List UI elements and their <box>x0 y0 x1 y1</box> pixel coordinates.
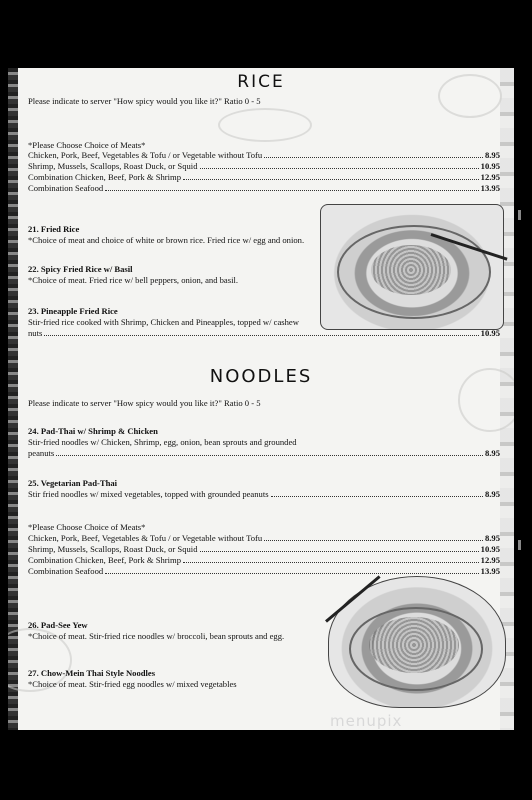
noodles-meat-row: Combination Seafood 13.95 <box>28 566 500 576</box>
noodles-meats-header: *Please Choose Choice of Meats* <box>28 522 146 532</box>
item-title: 25. Vegetarian Pad-Thai <box>28 478 118 488</box>
item-description: Stir-fried noodles w/ Chicken, Shrimp, egg, onion, bean sprouts and grounded <box>28 437 297 447</box>
item-price-row: Stir fried noodles w/ mixed vegetables, topped with grounded peanuts 8.95 <box>28 489 500 499</box>
item-price-row: nuts 10.95 <box>28 328 500 338</box>
item-description: Stir-fried rice cooked with Shrimp, Chicken and Pineapples, topped w/ cashew <box>28 317 299 327</box>
item-title: 27. Chow-Mein Thai Style Noodles <box>28 668 156 678</box>
noodle-texture <box>369 617 459 673</box>
item-title: 24. Pad-Thai w/ Shrimp & Chicken <box>28 426 158 436</box>
scan-mark <box>518 540 521 550</box>
menu-page <box>8 68 514 730</box>
item-description: *Choice of meat. Stir-fried rice noodles w/ broccoli, bean sprouts and egg. <box>28 631 285 641</box>
noodles-meat-row: Chicken, Pork, Beef, Vegetables & Tofu / or Vegetable without Tofu 8.95 <box>28 533 500 543</box>
rice-meat-row: Chicken, Pork, Beef, Vegetables & Tofu / or Vegetable without Tofu 8.95 <box>28 150 500 160</box>
rice-meat-row: Combination Chicken, Beef, Pork & Shrimp 12.95 <box>28 172 500 182</box>
watermark: menupix <box>330 712 403 730</box>
fried-rice-photo <box>320 204 504 330</box>
item-title: 23. Pineapple Fried Rice <box>28 306 118 316</box>
noodles-section-title: NOODLES <box>209 366 313 387</box>
rice-spicy-note: Please indicate to server "How spicy would you like it?" Ratio 0 - 5 <box>28 96 261 106</box>
rice-meats-header: *Please Choose Choice of Meats* <box>28 140 146 150</box>
item-title: 22. Spicy Fried Rice w/ Basil <box>28 264 133 274</box>
item-description: *Choice of meat. Fried rice w/ bell peppers, onion, and basil. <box>28 275 239 285</box>
scan-mark <box>518 210 521 220</box>
ornament-swirl <box>218 108 312 142</box>
noodles-meat-row: Combination Chicken, Beef, Pork & Shrimp 12.95 <box>28 555 500 565</box>
item-title: 21. Fried Rice <box>28 224 80 234</box>
noodles-meat-row: Shrimp, Mussels, Scallops, Roast Duck, or Squid 10.95 <box>28 544 500 554</box>
item-title: 26. Pad-See Yew <box>28 620 88 630</box>
item-price-row: peanuts 8.95 <box>28 448 500 458</box>
item-description: *Choice of meat. Stir-fried egg noodles w/ mixed vegetables <box>28 679 237 689</box>
rice-section-title: RICE <box>237 72 285 92</box>
rice-meat-row: Shrimp, Mussels, Scallops, Roast Duck, or Squid 10.95 <box>28 161 500 171</box>
item-description: *Choice of meat and choice of white or brown rice. Fried rice w/ egg and onion. <box>28 235 305 245</box>
rice-meat-row: Combination Seafood 13.95 <box>28 183 500 193</box>
noodles-spicy-note: Please indicate to server "How spicy would you like it?" Ratio 0 - 5 <box>28 398 261 408</box>
rice-texture <box>371 245 451 295</box>
